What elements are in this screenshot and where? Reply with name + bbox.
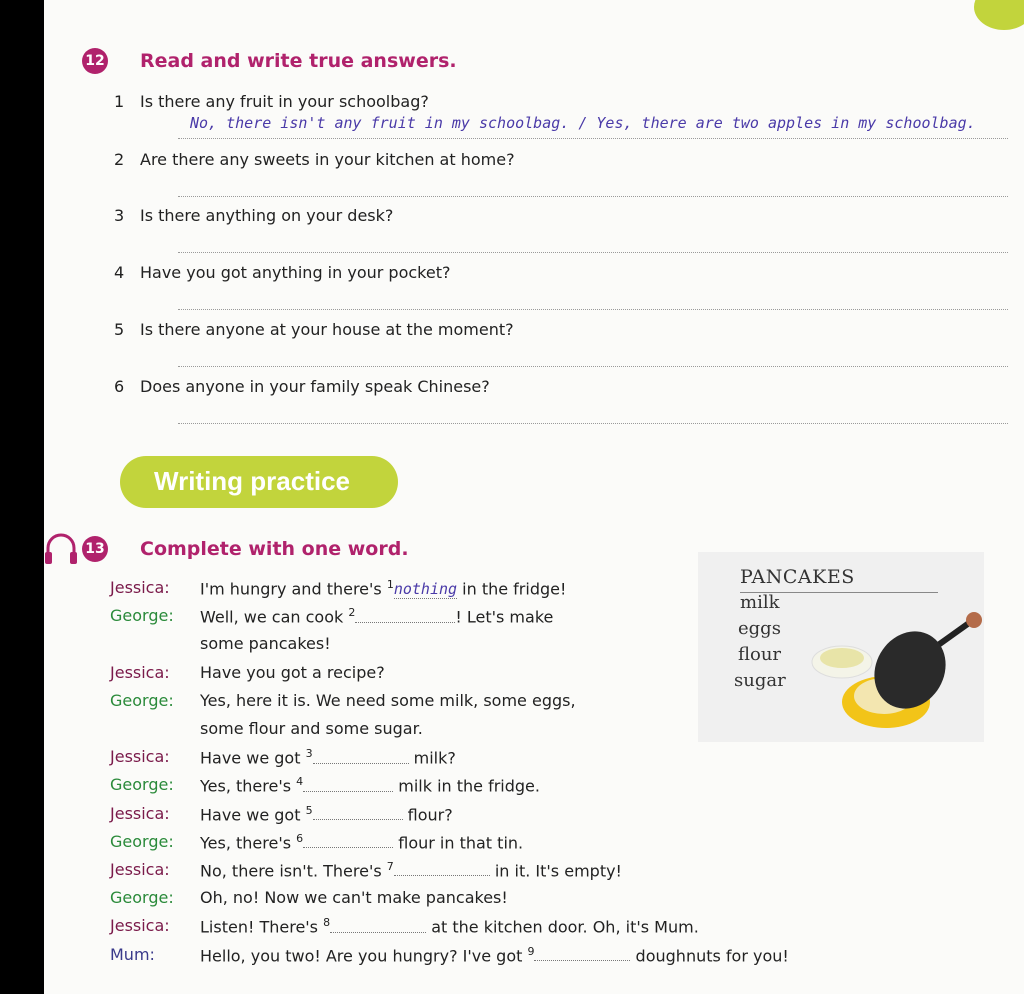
headphones-icon [44,528,78,566]
recipe-ingredient: milk [740,592,780,613]
exercise-number-badge: 13 [82,536,108,562]
dialogue-text: Listen! There's $^8$ at the kitchen door. Oh, it's Mum. [200,916,699,937]
gap-blank[interactable] [355,608,455,623]
speaker-name: Jessica: [110,662,170,682]
speaker-name: Jessica: [110,578,170,597]
writing-practice-banner [120,456,398,508]
dialogue-text: Hello, you two! Are you hungry? I've got $^9$ doughnuts for you! [200,944,789,965]
workbook-page [44,0,1024,994]
exercise-heading: Read and write true answers. [140,50,457,72]
question-number: 6 [114,377,125,396]
page-number-tab [974,0,1024,30]
gap-number: 9 [527,944,535,958]
answer-line[interactable] [178,366,1008,367]
speaker-name: Jessica: [110,747,170,767]
gap-number: 3 [305,747,313,761]
pan-icon [864,612,984,722]
speaker-name: Jessica: [110,916,170,936]
gap-number: 4 [296,775,304,789]
gap-number: 6 [296,831,304,845]
gap-number: 5 [305,803,313,817]
recipe-ingredient: eggs [738,618,781,639]
speaker-name: Mum: [110,944,155,964]
dialogue-text: Yes, here it is. We need some milk, some eggs, [200,690,576,710]
question-text: Have you got anything in your pocket? [140,263,451,282]
gap-number: 7 [386,860,394,873]
answer-line[interactable] [178,309,1008,310]
gap-blank[interactable] [303,833,393,848]
question-number: 4 [114,263,125,282]
exercise-heading: Complete with one word. [140,538,409,560]
question-text: Does anyone in your family speak Chinese? [140,377,490,396]
answer-line[interactable] [178,138,1008,139]
speaker-name: George: [110,831,174,851]
speaker-name: George: [110,606,174,626]
answer-line[interactable] [178,252,1008,253]
gap-blank[interactable] [313,749,409,764]
dialogue-text: Well, we can cook $^2$ ! Let's make [200,606,554,627]
example-answer: No, there isn't any fruit in my schoolbag. / Yes, there are two apples in my schoolbag. [190,114,976,132]
answer-line[interactable] [178,423,1008,424]
speaker-name: George: [110,888,174,908]
gap-blank[interactable] [330,918,426,933]
recipe-title: PANCAKES [740,566,855,588]
speaker-name: George: [110,690,174,710]
dialogue-text: some pancakes! [200,634,331,654]
answer-line[interactable] [178,196,1008,197]
speaker-name: George: [110,775,174,795]
dialogue-text: Have we got $^3$ milk? [200,747,456,768]
question-text: Is there any fruit in your schoolbag? [140,92,429,111]
question-number: 2 [114,150,125,169]
speaker-name: Jessica: [110,803,170,823]
gap-blank[interactable] [303,777,393,792]
speaker-name: Jessica: [110,860,170,879]
dialogue-text: some flour and some sugar. [200,719,423,738]
dialogue-text: Have you got a recipe? [200,662,385,682]
gap-number: 2 [348,606,356,620]
dialogue-text: I'm hungry and there's $^1$nothing in the fridge! [200,578,567,599]
question-number: 1 [114,92,125,111]
question-text: Is there anything on your desk? [140,206,394,225]
exercise-number-badge: 12 [82,48,108,74]
banner-label: Writing practice [154,466,351,496]
recipe-ingredient: flour [738,644,782,665]
gap-answer[interactable]: nothing [393,580,458,599]
dialogue-text: No, there isn't. There's $^7$ in it. It's empty! [200,860,622,881]
gap-number: 1 [386,578,394,591]
dialogue-text: Oh, no! Now we can't make pancakes! [200,888,508,908]
gap-blank[interactable] [534,946,630,961]
question-text: Are there any sweets in your kitchen at home? [140,150,515,169]
question-text: Is there anyone at your house at the moment? [140,320,514,339]
dialogue-text: Yes, there's $^4$ milk in the fridge. [200,775,540,796]
dialogue-text: Yes, there's $^6$ flour in that tin. [200,831,524,853]
recipe-ingredient: sugar [734,670,786,691]
question-number: 5 [114,320,125,339]
gap-blank[interactable] [313,805,403,820]
gap-number: 8 [323,916,331,930]
dialogue-text: Have we got $^5$ flour? [200,803,453,824]
gap-blank[interactable] [394,861,490,876]
question-number: 3 [114,206,125,225]
